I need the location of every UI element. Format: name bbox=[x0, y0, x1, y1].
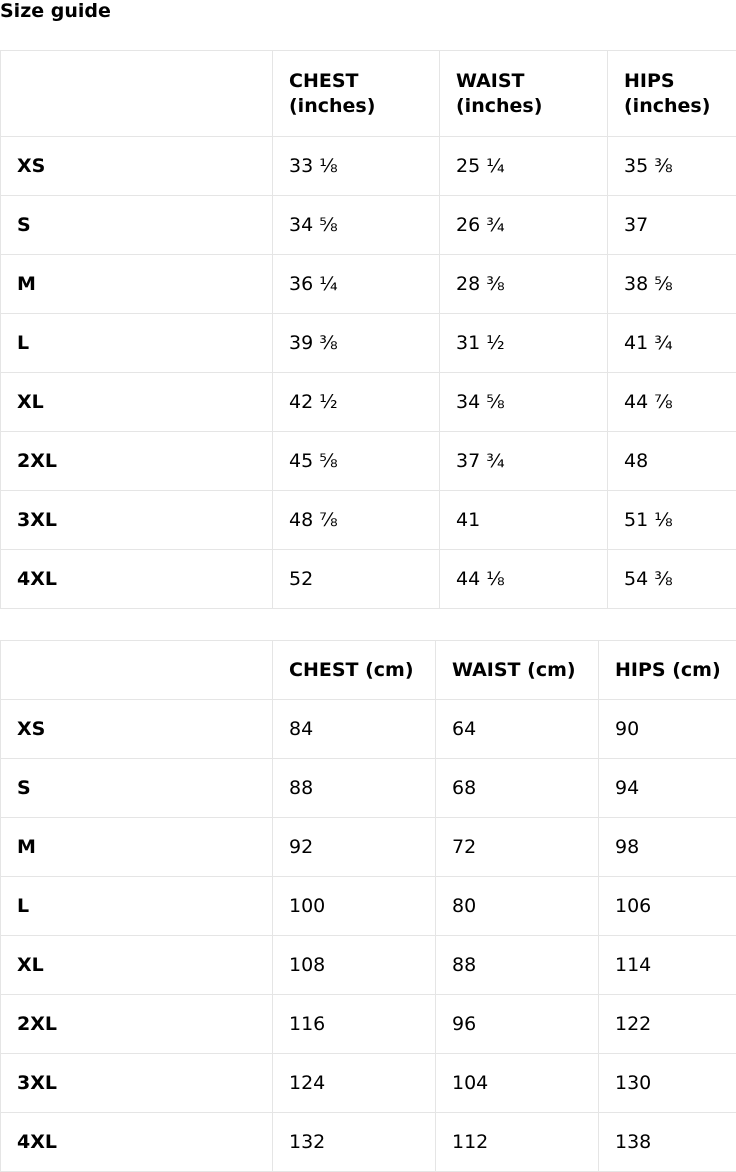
waist-value: 96 bbox=[436, 995, 599, 1054]
size-label: L bbox=[1, 877, 273, 936]
hips-value: 54 ⅜ bbox=[608, 550, 736, 609]
header-chest-inches: CHEST (inches) bbox=[273, 51, 440, 137]
hips-value: 38 ⅝ bbox=[608, 255, 736, 314]
table-row bbox=[1, 1113, 736, 1172]
chest-value: 52 bbox=[273, 550, 440, 609]
table-row bbox=[1, 491, 736, 550]
waist-value: 25 ¼ bbox=[440, 137, 608, 196]
waist-value: 64 bbox=[436, 700, 599, 759]
hips-value: 94 bbox=[599, 759, 736, 818]
size-label: 4XL bbox=[1, 550, 273, 609]
hips-value: 35 ⅜ bbox=[608, 137, 736, 196]
waist-value: 68 bbox=[436, 759, 599, 818]
size-label: XL bbox=[1, 373, 273, 432]
size-table-cm bbox=[0, 640, 736, 1172]
chest-value: 116 bbox=[273, 995, 436, 1054]
table-header-row bbox=[1, 51, 736, 137]
size-table-inches bbox=[0, 50, 736, 609]
waist-value: 37 ¾ bbox=[440, 432, 608, 491]
chest-value: 108 bbox=[273, 936, 436, 995]
size-label: 3XL bbox=[1, 1054, 273, 1113]
waist-value: 80 bbox=[436, 877, 599, 936]
table-row bbox=[1, 877, 736, 936]
chest-value: 48 ⅞ bbox=[273, 491, 440, 550]
table-row bbox=[1, 700, 736, 759]
waist-value: 31 ½ bbox=[440, 314, 608, 373]
waist-value: 104 bbox=[436, 1054, 599, 1113]
hips-value: 122 bbox=[599, 995, 736, 1054]
chest-value: 33 ⅛ bbox=[273, 137, 440, 196]
hips-value: 44 ⅞ bbox=[608, 373, 736, 432]
size-label: S bbox=[1, 759, 273, 818]
waist-value: 44 ⅛ bbox=[440, 550, 608, 609]
table-row bbox=[1, 314, 736, 373]
size-label: L bbox=[1, 314, 273, 373]
header-empty-cell bbox=[1, 641, 273, 700]
hips-value: 41 ¾ bbox=[608, 314, 736, 373]
header-waist-inches: WAIST (inches) bbox=[440, 51, 608, 137]
chest-value: 88 bbox=[273, 759, 436, 818]
table-row bbox=[1, 936, 736, 995]
hips-value: 90 bbox=[599, 700, 736, 759]
table-header-row bbox=[1, 641, 736, 700]
page-title: Size guide bbox=[0, 0, 111, 22]
waist-value: 34 ⅝ bbox=[440, 373, 608, 432]
table-row bbox=[1, 550, 736, 609]
size-label: XS bbox=[1, 137, 273, 196]
size-label: 4XL bbox=[1, 1113, 273, 1172]
table-row bbox=[1, 759, 736, 818]
hips-value: 37 bbox=[608, 196, 736, 255]
table-row bbox=[1, 1054, 736, 1113]
hips-value: 51 ⅛ bbox=[608, 491, 736, 550]
chest-value: 84 bbox=[273, 700, 436, 759]
table-row bbox=[1, 995, 736, 1054]
hips-value: 48 bbox=[608, 432, 736, 491]
header-empty-cell bbox=[1, 51, 273, 137]
size-label: M bbox=[1, 255, 273, 314]
hips-value: 114 bbox=[599, 936, 736, 995]
size-label: XL bbox=[1, 936, 273, 995]
hips-value: 130 bbox=[599, 1054, 736, 1113]
waist-value: 88 bbox=[436, 936, 599, 995]
hips-value: 106 bbox=[599, 877, 736, 936]
chest-value: 92 bbox=[273, 818, 436, 877]
size-label: S bbox=[1, 196, 273, 255]
chest-value: 42 ½ bbox=[273, 373, 440, 432]
size-label: 2XL bbox=[1, 432, 273, 491]
size-label: 2XL bbox=[1, 995, 273, 1054]
waist-value: 28 ⅜ bbox=[440, 255, 608, 314]
header-hips-cm: HIPS (cm) bbox=[599, 641, 736, 700]
chest-value: 132 bbox=[273, 1113, 436, 1172]
header-waist-cm: WAIST (cm) bbox=[436, 641, 599, 700]
waist-value: 112 bbox=[436, 1113, 599, 1172]
chest-value: 36 ¼ bbox=[273, 255, 440, 314]
chest-value: 124 bbox=[273, 1054, 436, 1113]
table-row bbox=[1, 137, 736, 196]
size-label: XS bbox=[1, 700, 273, 759]
size-label: M bbox=[1, 818, 273, 877]
table-row bbox=[1, 373, 736, 432]
chest-value: 34 ⅝ bbox=[273, 196, 440, 255]
table-row bbox=[1, 196, 736, 255]
chest-value: 39 ⅜ bbox=[273, 314, 440, 373]
header-chest-cm: CHEST (cm) bbox=[273, 641, 436, 700]
chest-value: 45 ⅝ bbox=[273, 432, 440, 491]
hips-value: 98 bbox=[599, 818, 736, 877]
table-row bbox=[1, 818, 736, 877]
hips-value: 138 bbox=[599, 1113, 736, 1172]
chest-value: 100 bbox=[273, 877, 436, 936]
waist-value: 72 bbox=[436, 818, 599, 877]
table-row bbox=[1, 432, 736, 491]
table-row bbox=[1, 255, 736, 314]
size-label: 3XL bbox=[1, 491, 273, 550]
header-hips-inches: HIPS (inches) bbox=[608, 51, 736, 137]
waist-value: 26 ¾ bbox=[440, 196, 608, 255]
waist-value: 41 bbox=[440, 491, 608, 550]
